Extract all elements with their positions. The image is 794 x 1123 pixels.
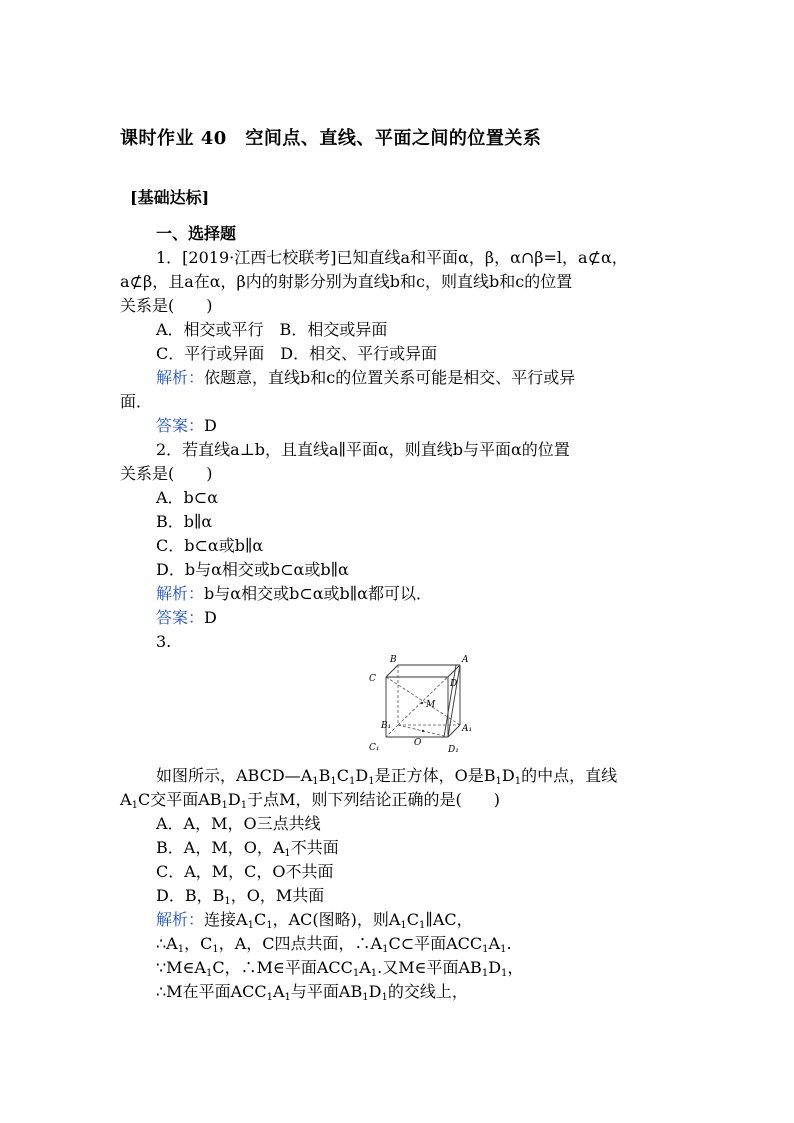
answer-value: D [204,416,217,435]
analysis-text: 依题意，直线b和c的位置关系可能是相交、平行或异 [204,368,576,387]
subsection-heading: 一、选择题 [156,224,237,243]
q2-option-d: D．b与α相交或b⊂α或b∥α [156,560,349,579]
cube-edge [386,665,398,677]
cube-figure [364,653,474,758]
label-o: O [414,738,422,748]
q3-analysis-line4: ∴M在平面$ACC_1A_1$与平面$AB_1D_1$的交线上， [156,982,468,1003]
q1-stem-line2: a⊄β，且a在α，β内的射影分别为直线b和c，则直线b和c的位置 [120,272,573,291]
label-a: A [462,655,469,665]
q1-options-cd: C．平行或异面 D．相交、平行或异面 [156,344,438,363]
q2-analysis [156,582,432,606]
analysis-label: 解析： [156,910,205,929]
q1-options-ab: A．相交或平行 B．相交或异面 [156,320,388,339]
q2-option-b: B．b∥α [156,512,213,531]
analysis-label: 解析： [156,368,205,387]
page-title: 课时作业 40 空间点、直线、平面之间的位置关系 [120,128,542,149]
q1-stem-line1: 1．[2019·江西七校联考]已知直线a和平面α，β，α∩β=l，a⊄α， [156,248,628,267]
label-b: B [390,655,397,665]
q1-analysis-cont: 面． [120,392,153,411]
q3-stem-line2: $A_1C$交平面$AB_1D_1$于点M，则下列结论正确的是( ) [120,790,500,811]
q1-stem-line3: 关系是( ) [120,296,213,315]
q3-analysis-line1: 解析：连接$A_1C_1$，AC(图略)，则$A_1C_1\parallel AC$， [156,910,473,931]
q1-analysis [156,366,575,390]
point-m [421,702,423,704]
q1-answer [156,414,217,438]
point-o [422,730,424,732]
q3-option-b: B．A，M，O，$A_1$不共面 [156,838,339,859]
q3-analysis-line2: $\therefore A_1$，$C_1$，A，C四点共面，$\therefore A_1C\subset$平面$ACC_1A_1$. [156,934,512,955]
q3-stem-line1: 如图所示，$ABCD—A_1B_1C_1D_1$是正方体，O是$B_1D_1$的中点，直线 [156,766,618,787]
label-d1: D₁ [448,745,459,755]
q3-number: 3. [156,632,172,651]
answer-label: 答案： [156,416,205,435]
analysis-label: 解析： [156,584,205,603]
q2-option-a: A．b⊂α [156,488,219,507]
q2-stem-line1: 2．若直线a⊥b，且直线a∥平面α，则直线b与平面α的位置 [156,440,570,459]
q2-answer [156,606,217,630]
label-b1: B₁ [381,721,392,731]
label-c: C [369,674,376,684]
label-m: M [426,700,436,710]
analysis-text: b与α相交或b⊂α或b∥α都可以． [204,584,432,603]
label-d: D [450,679,458,689]
q3-option-d: D．B，$B_1$，O，M共面 [156,886,325,907]
diagonal-line [386,677,460,725]
answer-value: D [204,608,217,627]
q3-option-c: C．A，M，C，O不共面 [156,862,334,881]
label-c1: C₁ [369,743,380,753]
q2-stem-line2: 关系是( ) [120,464,213,483]
section-heading: [基础达标] [130,188,210,207]
answer-label: 答案： [156,608,205,627]
q3-option-a: A．A，M，O三点共线 [156,814,321,833]
q2-option-c: C．b⊂α或b∥α [156,536,264,555]
q3-analysis-line3: $\because M\in A_1C$，∴M∈平面$ACC_1A_1$.又M∈平面$AB_1D_1$， [156,958,524,979]
label-a1: A₁ [462,724,473,734]
